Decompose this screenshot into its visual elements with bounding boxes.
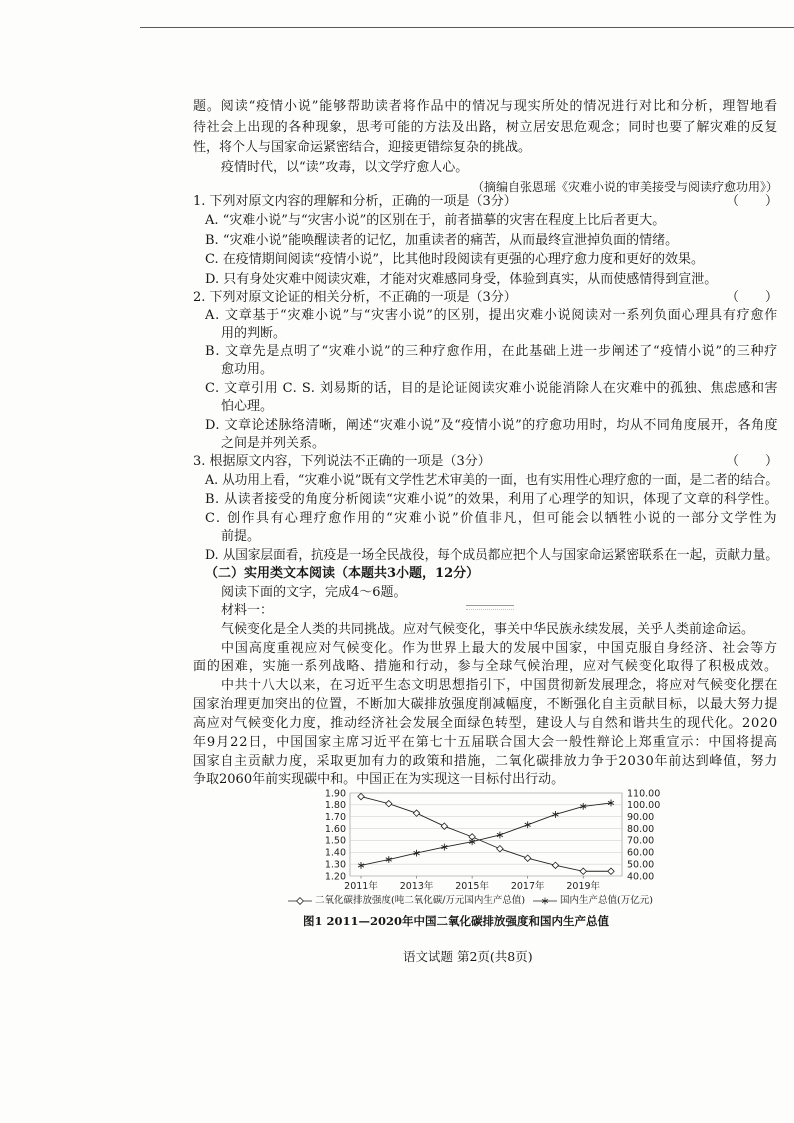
question-2-option-d-line-2: 之间是并列关系。 [221,436,326,451]
question-3-stem: 3. 根据原文内容，下列说法不正确的一项是（3分） [193,454,491,469]
gdp-series-line [361,803,611,865]
co2-intensity-series-line [361,797,611,872]
passage-line-3: 性，将个人与国家命运紧密结合，迎接更错综复杂的挑战。 [193,140,532,155]
gdp-point-2016 [497,832,503,839]
co2-intensity-point-2017 [524,855,530,861]
question-2-answer-bracket: （ ） [725,290,778,305]
y-left-tick-label: 1.60 [324,823,346,835]
y-right-tick-label: 60.00 [627,847,655,859]
material-paragraph-2-line-1: 中国高度重视应对气候变化。作为世界上最大的发展中国家，中国克服自身经济、社会等方 [221,641,778,656]
material-paragraph-2-line-2: 面的困难，实施一系列战略、措施和行动，参与全球气候治理，应对气候变化取得了积极成效。 [193,659,778,674]
x-tick-label: 2019年 [566,881,601,892]
question-3-option-a: A. 从功用上看，“灾难小说”既有文学性艺术审美的一面，也有实用性心理疗愈的一面，是二者的结合。 [205,473,778,488]
x-tick-label: 2015年 [455,881,489,892]
question-1-option-a: A. “灾难小说”与“灾害小说”的区别在于，前者描摹的灾害在程度上比后者更大。 [205,213,666,228]
question-1-stem: 1. 下列对原文内容的理解和分析，正确的一项是（3分） [193,194,517,209]
y-right-tick-label: 70.00 [627,835,655,847]
figure-caption: 图1 2011—2020年中国二氧化碳排放强度和国内生产总值 [303,914,610,928]
x-tick-label: 2017年 [510,881,545,892]
header-rule [140,27,794,28]
co2-intensity-point-2012 [386,800,392,806]
material-paragraph-3-line-2: 国家治理更加突出的位置，不断加大碳排放强度削减幅度，不断强化自主贡献目标，以最大努力提 [193,697,778,712]
question-3-answer-bracket: （ ） [725,454,778,469]
diamond-marker-icon [288,896,312,906]
question-2-stem: 2. 下列对原文论证的相关分析，不正确的一项是（3分） [193,290,517,305]
question-2-option-a-line-1: A. 文章基于“灾难小说”与“灾害小说”的区别，提出灾难小说阅读对一系列负面心理具有疗愈作 [205,308,778,323]
y-left-tick-label: 1.90 [324,788,346,800]
question-2-option-d-line-1: D. 文章论述脉络清晰，阐述“灾难小说”及“疫情小说”的疗愈功用时，均从不同角度展开，各角度 [205,418,778,433]
question-3-option-d: D. 从国家层面看，抗疫是一场全民战役，每个成员都应把个人与国家命运紧密联系在一起，贡献力量。 [205,548,778,563]
question-2-option-c-line-1: C. 文章引用 C. S. 刘易斯的话，目的是论证阅读灾难小说能消除人在灾难中的孤独、焦虑感和害 [205,381,778,396]
section-2-heading: （二）实用类文本阅读（本题共3小题，12分） [205,566,480,581]
material-paragraph-3-line-3: 高应对气候变化力度，推动经济社会发展全面绿色转型，建设人与自然和谐共生的现代化。2020 [193,716,778,731]
x-tick-label: 2011年 [344,881,378,892]
material-1-label: 材料一： [221,603,274,618]
y-left-tick-label: 1.40 [324,847,346,859]
question-1-option-c: C. 在疫情期间阅读“疫情小说”，比其他时段阅读有更强的心理疗愈力度和更好的效果。 [205,252,705,267]
question-3-option-c-line-1: C. 创作具有心理疗愈作用的“灾难小说”价值非凡，但可能会以牺牲小说的一部分文学性为 [205,511,778,526]
y-right-tick-label: 100.00 [627,800,661,812]
question-2-option-b-line-2: 愈功用。 [221,362,274,377]
question-1-option-d: D. 只有身处灾难中阅读灾难，才能对灾难感同身受，体验到真实，从而使感情得到宣泄。 [205,272,718,287]
co2-intensity-point-2019 [580,868,586,874]
passage-line-2: 待社会上出现的各种现象，思考可能的方法及出路，树立居安思危观念；同时也要了解灾难的反复 [193,120,778,135]
legend-label-gdp: 国内生产总值(万亿元) [560,895,653,906]
asterisk-marker-icon [533,896,557,906]
co2-gdp-line-chart [300,786,680,898]
question-2-option-b-line-1: B. 文章先是点明了“灾难小说”的三种疗愈作用，在此基础上进一步阐述了“疫情小说”的三种疗 [205,344,778,359]
y-right-tick-label: 40.00 [627,871,655,883]
legend-item-gdp [533,894,653,908]
x-tick-label: 2013年 [399,881,434,892]
passage-line-1: 题。阅读“疫情小说”能够帮助读者将作品中的情况与现实所处的情况进行对比和分析，理智地看 [193,99,778,114]
material-paragraph-3-line-5: 国家自主贡献力度，采取更加有力的政策和措施，二氧化碳排放力争于2030年前达到峰值，努力 [193,754,778,769]
page-footer: 语文试题 第2页(共8页) [403,949,533,964]
y-right-tick-label: 80.00 [627,823,655,835]
co2-intensity-point-2016 [497,846,503,852]
question-3-option-c-line-2: 前提。 [221,529,261,544]
question-2-option-c-line-2: 怕心理。 [221,399,274,414]
question-3-option-b: B. 从读者接受的角度分析阅读“灾难小说”的效果，利用了心理学的知识，体现了文章的科学性。 [205,492,778,507]
passage-source: （摘编自张恩瑶《灾难小说的审美接受与阅读疗愈功用》） [471,180,778,194]
question-1-answer-bracket: （ ） [725,194,778,209]
y-left-tick-label: 1.20 [324,871,346,883]
y-left-tick-label: 1.80 [324,800,346,812]
co2-intensity-point-2011 [358,793,364,799]
co2-intensity-point-2020 [608,868,614,874]
y-right-tick-label: 110.00 [627,788,661,800]
y-left-tick-label: 1.30 [324,859,346,871]
question-1-option-b: B. “灾难小说”能唤醒读者的记忆，加重读者的痛苦，从而最终宣泄掉负面的情绪。 [205,233,679,248]
material-paragraph-3-line-6: 争取2060年前实现碳中和。中国正在为实现这一目标付出行动。 [193,772,565,787]
material-paragraph-1-line-1: 气候变化是全人类的共同挑战。应对气候变化，事关中华民族永续发展，关乎人类前途命运。 [221,622,755,637]
material-paragraph-3-line-4: 年9月22日，中国国家主席习近平在第七十五届联合国大会一般性辩论上郑重宣示：中国将提高 [193,735,778,750]
section-2-instruction: 阅读下面的文字，完成4～6题。 [221,585,407,600]
y-left-tick-label: 1.70 [324,812,346,824]
gdp-point-2017 [525,821,531,828]
y-right-tick-label: 50.00 [627,859,655,871]
y-right-tick-label: 90.00 [627,812,655,824]
y-left-tick-label: 1.50 [324,835,346,847]
co2-intensity-point-2013 [413,810,419,816]
passage-closing: 疫情时代，以“读”攻毒，以文学疗愈人心。 [221,160,469,175]
material-paragraph-3-line-1: 中共十八大以来，在习近平生态文明思想指引下，中国贯彻新发展理念，将应对气候变化摆在 [221,678,778,693]
question-2-option-a-line-2: 用的判断。 [221,326,287,341]
co2-intensity-point-2018 [552,862,558,868]
legend-item-co2-intensity [288,894,525,908]
legend-label-co2-intensity: 二氧化碳排放强度(吨二氧化碳/万元国内生产总值) [315,895,526,906]
